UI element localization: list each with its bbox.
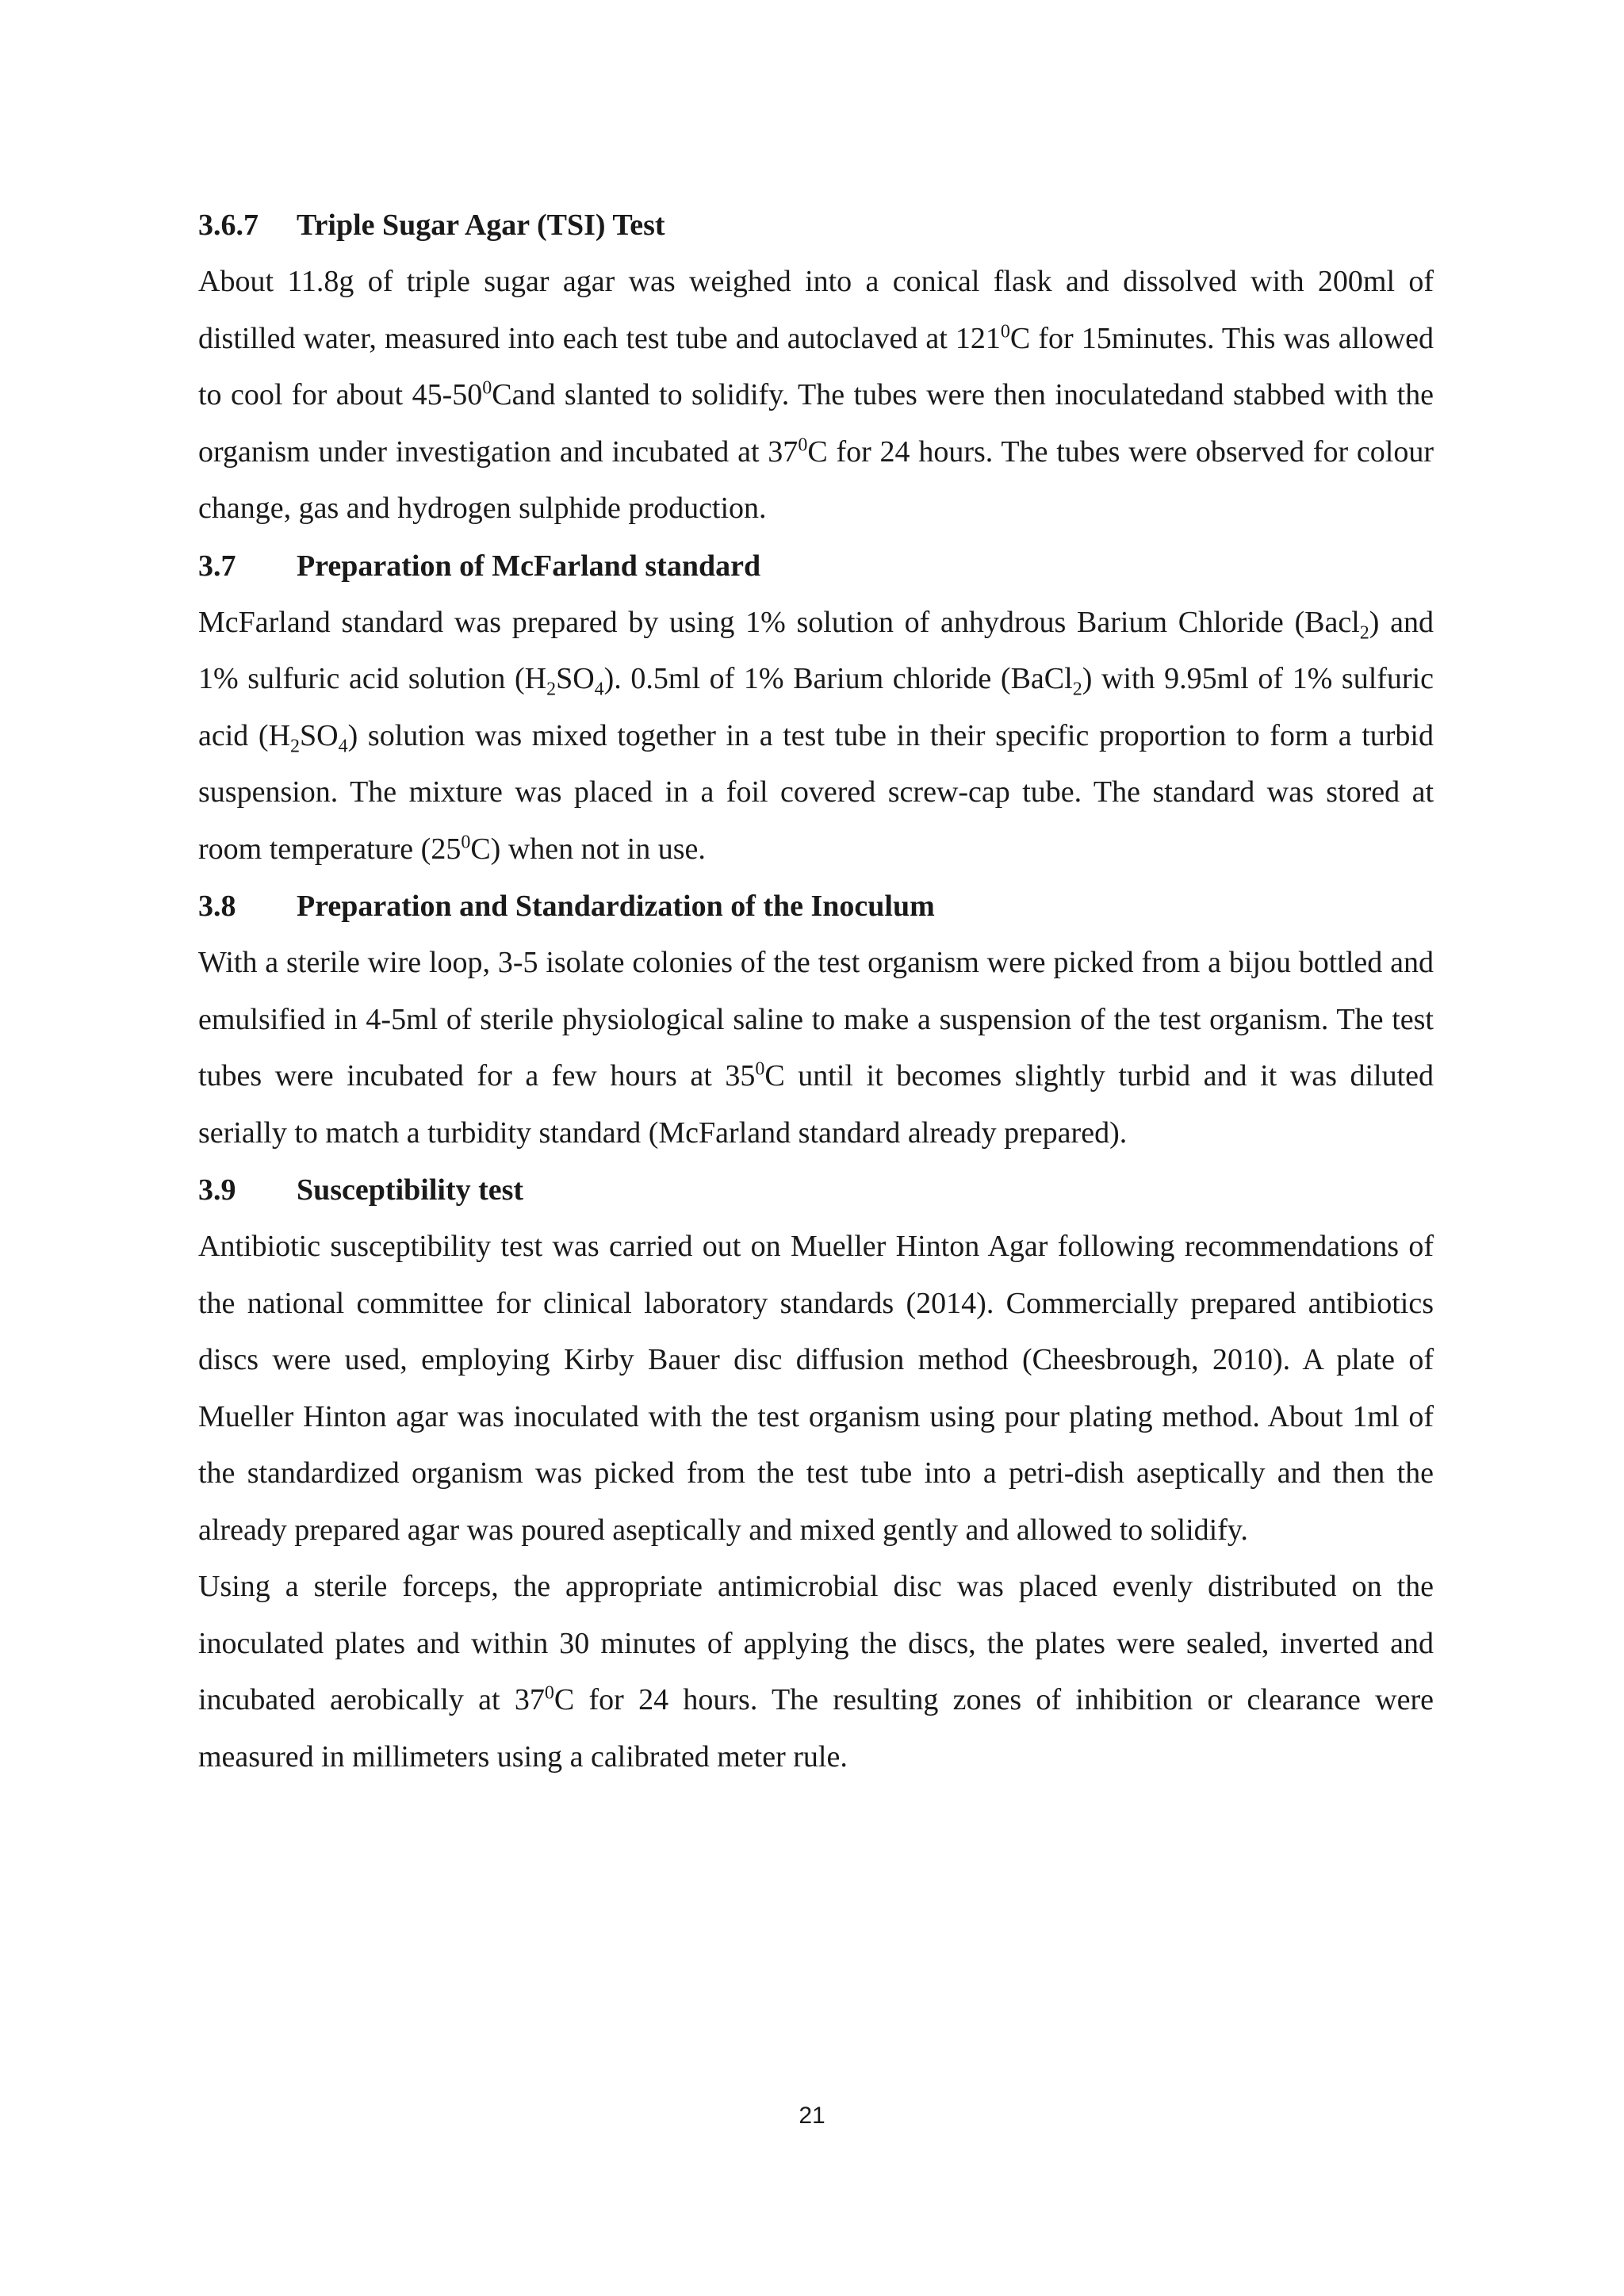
section-title: Preparation of McFarland standard bbox=[297, 549, 761, 583]
section-number: 3.9 bbox=[198, 1173, 236, 1207]
section-heading-3-6-7 bbox=[198, 197, 1434, 254]
paragraph-susceptibility-2: Using a sterile forceps, the appropriate antimicrobial disc was placed evenly distributed on the inoculated plates and within 30 minutes of applying the discs, the plates were sealed, inverted and incubated aerobically at $37^0C$ for 24 hours. The resulting zones of inhibition or clearance were measured in millimeters using a calibrated meter rule. bbox=[198, 1570, 1434, 1774]
section-heading-3-9 bbox=[198, 1161, 1434, 1219]
section-title: Preparation and Standardization of the Inoculum bbox=[297, 890, 935, 923]
section-heading-3-8 bbox=[198, 878, 1434, 935]
paragraph-inoculum: With a sterile wire loop, 3-5 isolate colonies of the test organism were picked from a bijou bottled and emulsified in 4-5ml of sterile physiological saline to make a suspension of the test organism. The test tubes were incubated for a few hours at $35^0C$ until it becomes slightly turbid and it was diluted serially to match a turbidity standard (McFarland standard already prepared). bbox=[198, 946, 1434, 1150]
section-number: 3.6.7 bbox=[198, 209, 259, 242]
section-title: Triple Sugar Agar (TSI) Test bbox=[297, 209, 665, 242]
paragraph-susceptibility-1: Antibiotic susceptibility test was carried out on Mueller Hinton Agar following recommendations of the national committee for clinical laboratory standards (2014). Commercially prepared antibiotics discs were used, employing Kirby Bauer disc diffusion method (Cheesbrough, 2010). A plate of Mueller Hinton agar was inoculated with the test organism using pour plating method. About 1ml of the standardized organism was picked from the test tube into a petri-dish aseptically and then the already prepared agar was poured aseptically and mixed gently and allowed to solidify. bbox=[198, 1230, 1434, 1547]
page-number: 21 bbox=[799, 2103, 825, 2129]
section-number: 3.8 bbox=[198, 890, 236, 923]
paragraph-mcfarland: McFarland standard was prepared by using 1% solution of anhydrous Barium Chloride (Bacl$_2$) and 1% sulfuric acid solution $(H_2SO_4)$. 0.5ml of 1% Barium chloride (BaCl$_2$) with 9.95ml of 1% sulfuric acid $(H_2SO_4)$ solution was mixed together in a test tube in their specific proportion to form a turbid suspension. The mixture was placed in a foil covered screw-cap tube. The standard was stored at room temperature $(25^0C)$ when not in use. bbox=[198, 605, 1434, 866]
page-content bbox=[198, 197, 1434, 1785]
paragraph-tsi-test: About 11.8g of triple sugar agar was weighed into a conical flask and dissolved with 200ml of distilled water, measured into each test tube and autoclaved at $121^0C$ for 15minutes. This was allowed to cool for about $45-50^0Cand$ slanted to solidify. The tubes were then inoculatedand stabbed with the organism under investigation and incubated at $37^0C$ for 24 hours. The tubes were observed for colour change, gas and hydrogen sulphide production. bbox=[198, 265, 1434, 525]
section-heading-3-7 bbox=[198, 538, 1434, 595]
section-number: 3.7 bbox=[198, 549, 236, 583]
section-title: Susceptibility test bbox=[297, 1173, 524, 1207]
